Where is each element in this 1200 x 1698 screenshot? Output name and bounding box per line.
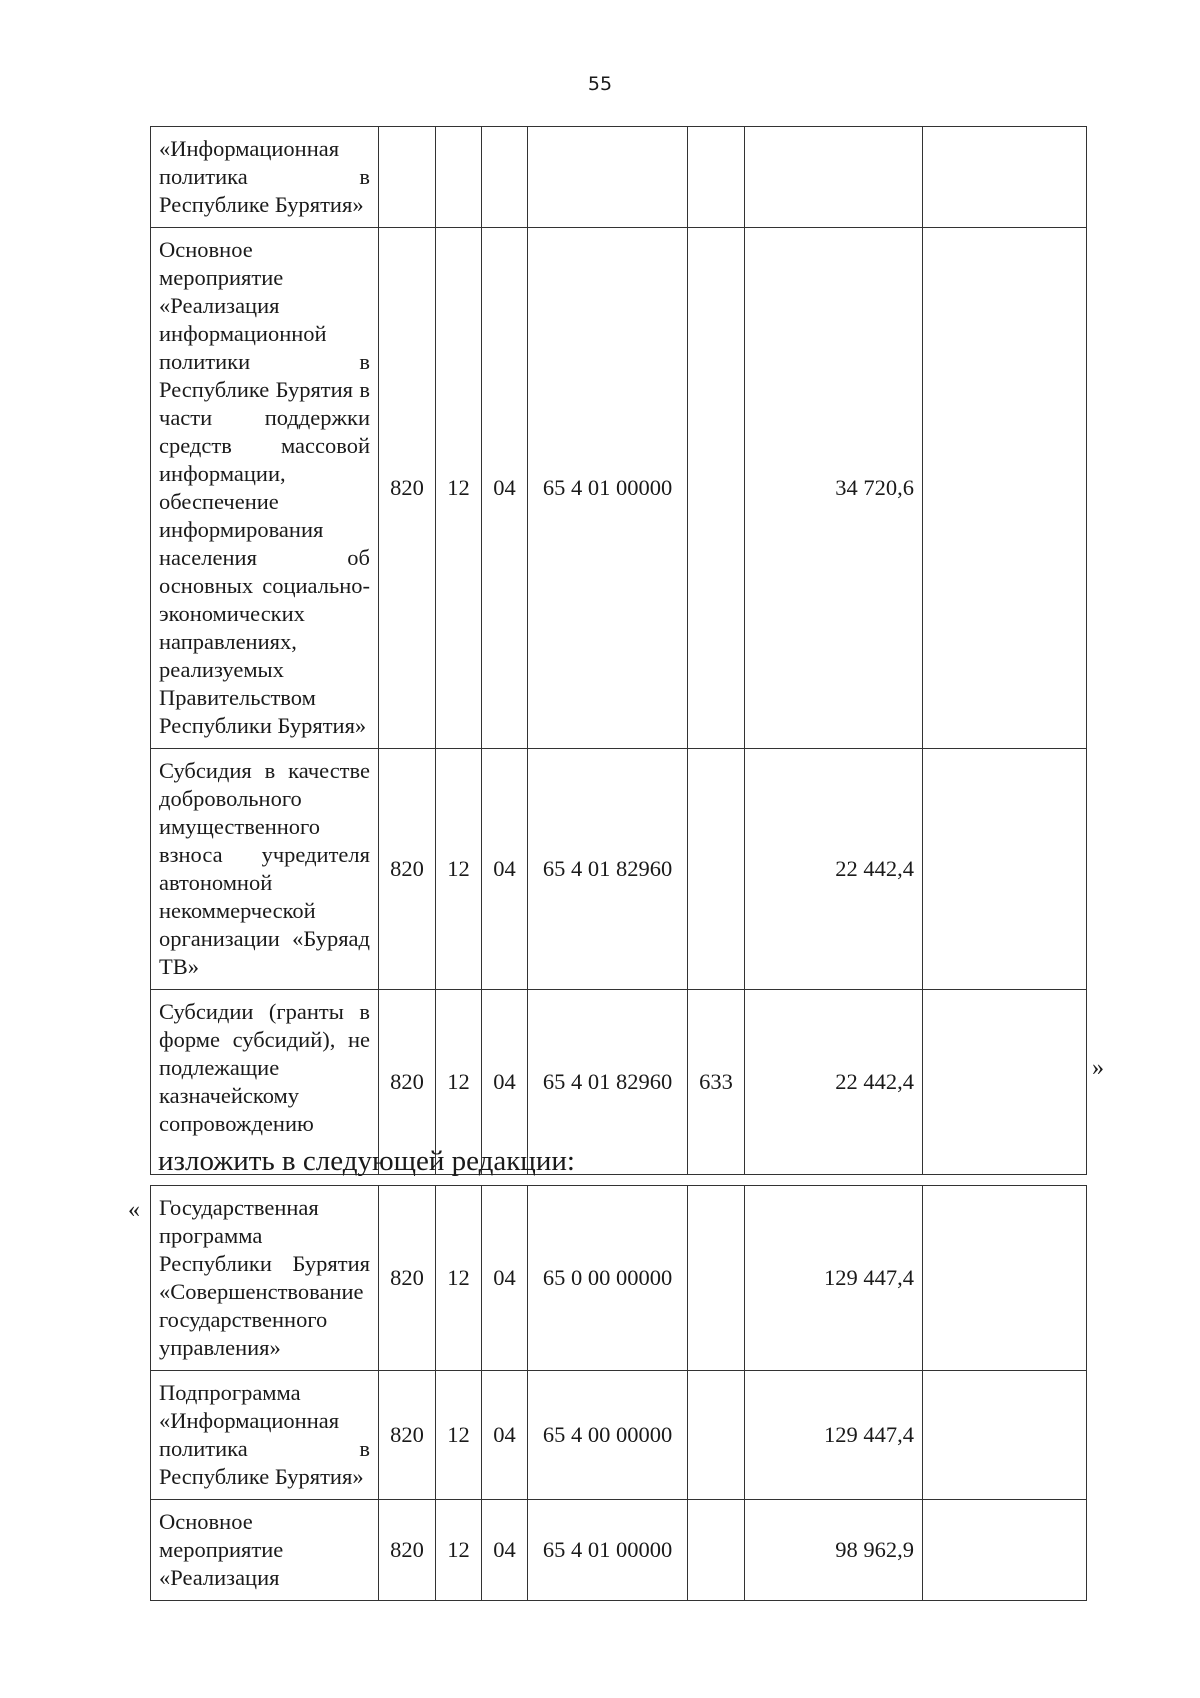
target-code: 65 4 00 00000 xyxy=(528,1371,688,1500)
expense-type-code xyxy=(688,1186,745,1371)
extra-cell xyxy=(923,990,1087,1175)
ministry-code: 820 xyxy=(379,228,436,749)
ministry-code xyxy=(379,127,436,228)
target-code xyxy=(528,127,688,228)
expense-type-code xyxy=(688,1500,745,1601)
extra-cell xyxy=(923,1371,1087,1500)
section-code: 12 xyxy=(436,228,482,749)
ministry-code: 820 xyxy=(379,1500,436,1601)
table-row xyxy=(151,228,1087,749)
extra-cell xyxy=(923,127,1087,228)
target-code: 65 4 01 00000 xyxy=(528,1500,688,1601)
table-row xyxy=(151,1371,1087,1500)
extra-cell xyxy=(923,1500,1087,1601)
subsection-code: 04 xyxy=(482,228,528,749)
ministry-code: 820 xyxy=(379,1186,436,1371)
target-code: 65 0 00 00000 xyxy=(528,1186,688,1371)
table-row xyxy=(151,1186,1087,1371)
subsection-code xyxy=(482,127,528,228)
expense-type-code: 633 xyxy=(688,990,745,1175)
amount: 34 720,6 xyxy=(745,228,923,749)
amount: 129 447,4 xyxy=(745,1371,923,1500)
target-code: 65 4 01 82960 xyxy=(528,990,688,1175)
table-row xyxy=(151,127,1087,228)
row-name: Государственная программа Республики Бурятия «Совершенствование государственного управления» xyxy=(151,1186,379,1371)
amount xyxy=(745,127,923,228)
section-code: 12 xyxy=(436,990,482,1175)
subsection-code: 04 xyxy=(482,990,528,1175)
target-code: 65 4 01 82960 xyxy=(528,749,688,990)
closing-quote: » xyxy=(1092,1055,1104,1081)
amount: 22 442,4 xyxy=(745,990,923,1175)
amount: 98 962,9 xyxy=(745,1500,923,1601)
section-code: 12 xyxy=(436,1371,482,1500)
budget-table-old xyxy=(150,126,1087,1175)
ministry-code: 820 xyxy=(379,749,436,990)
ministry-code: 820 xyxy=(379,990,436,1175)
extra-cell xyxy=(923,228,1087,749)
amount: 129 447,4 xyxy=(745,1186,923,1371)
row-name: Основное мероприятие «Реализация xyxy=(151,1500,379,1601)
ministry-code: 820 xyxy=(379,1371,436,1500)
expense-type-code xyxy=(688,228,745,749)
page-number: 55 xyxy=(587,73,613,95)
row-name: Субсидия в качестве добровольного имущественного взноса учредителя автономной некоммерческой организации «Буряад ТВ» xyxy=(151,749,379,990)
expense-type-code xyxy=(688,749,745,990)
subsection-code: 04 xyxy=(482,1186,528,1371)
expense-type-code xyxy=(688,127,745,228)
section-code xyxy=(436,127,482,228)
row-name: Основное мероприятие «Реализация информационной политики в Республике Бурятия в части поддержки средств массовой информации, обеспечение информирования населения об основных социально-экономических направлениях, реализуемых Правительством Республики Бурятия» xyxy=(151,228,379,749)
table-row xyxy=(151,1500,1087,1601)
subsection-code: 04 xyxy=(482,1371,528,1500)
amount: 22 442,4 xyxy=(745,749,923,990)
table-row xyxy=(151,749,1087,990)
extra-cell xyxy=(923,749,1087,990)
row-name: Подпрограмма «Информационная политика в Республике Бурятия» xyxy=(151,1371,379,1500)
extra-cell xyxy=(923,1186,1087,1371)
budget-table-new xyxy=(150,1185,1087,1601)
section-code: 12 xyxy=(436,1500,482,1601)
section-code: 12 xyxy=(436,1186,482,1371)
subsection-code: 04 xyxy=(482,749,528,990)
section-code: 12 xyxy=(436,749,482,990)
row-name: Субсидии (гранты в форме субсидий), не подлежащие казначейскому сопровождению xyxy=(151,990,379,1175)
instruction-text: изложить в следующей редакции: xyxy=(158,1145,575,1177)
opening-quote: « xyxy=(128,1197,140,1223)
expense-type-code xyxy=(688,1371,745,1500)
target-code: 65 4 01 00000 xyxy=(528,228,688,749)
row-name: «Информационная политика в Республике Бурятия» xyxy=(151,127,379,228)
subsection-code: 04 xyxy=(482,1500,528,1601)
